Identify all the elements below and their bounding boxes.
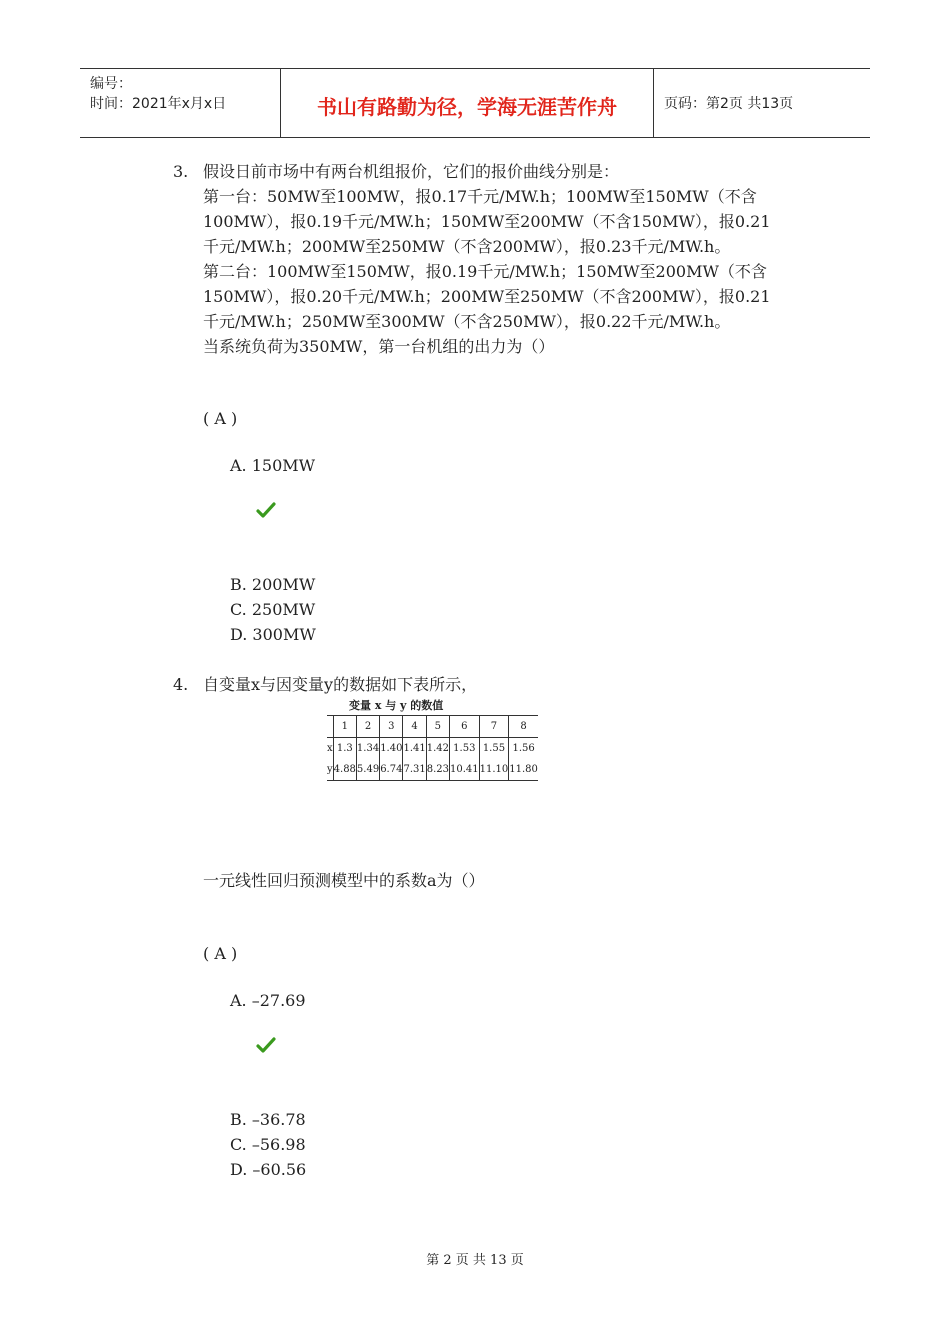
table-cell: 1.3 <box>333 738 356 760</box>
q3-option-d[interactable]: D. 300MW <box>230 625 316 644</box>
header-motto-cell <box>281 69 654 137</box>
q3-number: 3. <box>173 162 189 181</box>
q4-question: 一元线性回归预测模型中的系数a为（） <box>203 871 485 890</box>
table-cell: 1 <box>333 716 356 738</box>
table-cell: 11.80 <box>509 759 538 781</box>
table-cell: 3 <box>380 716 403 738</box>
table-cell: 5.49 <box>356 759 379 781</box>
table-cell: 11.10 <box>479 759 509 781</box>
q3-line: 当系统负荷为350MW，第一台机组的出力为（） <box>203 337 555 356</box>
xy-table <box>327 715 538 781</box>
table-cell: y <box>327 759 333 781</box>
page-header <box>80 68 870 138</box>
table-cell: 7.31 <box>403 759 426 781</box>
table-cell: 10.41 <box>449 759 479 781</box>
number-label: 编号： <box>90 76 132 92</box>
checkmark-icon <box>256 500 276 520</box>
q3-line: 千元/MW.h；250MW至300MW（不含250MW），报0.22千元/MW.h。 <box>203 312 731 331</box>
page-info: 页码：第2页 共13页 <box>664 96 794 112</box>
q4-option-b[interactable]: B. –36.78 <box>230 1110 306 1129</box>
q3-line: 假设日前市场中有两台机组报价，它们的报价曲线分别是： <box>203 162 620 181</box>
q4-option-d[interactable]: D. –60.56 <box>230 1160 307 1179</box>
q3-answer: ( A ) <box>203 409 238 428</box>
table-cell: 1.56 <box>509 738 538 760</box>
table-cell: 1.42 <box>426 738 449 760</box>
header-page-cell <box>654 69 870 137</box>
q3-line: 第一台：50MW至100MW，报0.17千元/MW.h；100MW至150MW（不含 <box>203 187 757 206</box>
table-caption: 变量 x 与 y 的数值 <box>349 699 444 712</box>
table-cell: 2 <box>356 716 379 738</box>
table-cell: 1.53 <box>449 738 479 760</box>
table-cell: 5 <box>426 716 449 738</box>
q4-answer: ( A ) <box>203 944 238 963</box>
table-cell: 7 <box>479 716 509 738</box>
q4-option-c[interactable]: C. –56.98 <box>230 1135 306 1154</box>
q4-option-a[interactable]: A. –27.69 <box>230 991 306 1010</box>
q3-line: 100MW），报0.19千元/MW.h；150MW至200MW（不含150MW），报0.21 <box>203 212 771 231</box>
page-footer: 第 2 页 共 13 页 <box>426 1253 524 1268</box>
q3-line: 第二台：100MW至150MW，报0.19千元/MW.h；150MW至200MW（不含 <box>203 262 767 281</box>
table-cell: 4.88 <box>333 759 356 781</box>
q3-option-c[interactable]: C. 250MW <box>230 600 316 619</box>
checkmark-icon <box>256 1035 276 1055</box>
q3-line: 150MW），报0.20千元/MW.h；200MW至250MW（不含200MW），报0.21 <box>203 287 771 306</box>
table-cell: 1.55 <box>479 738 509 760</box>
q4-line: 自变量x与因变量y的数据如下表所示， <box>203 675 478 694</box>
table-cell: 1.41 <box>403 738 426 760</box>
table-cell: 1.40 <box>380 738 403 760</box>
q3-option-a[interactable]: A. 150MW <box>230 456 316 475</box>
table-cell: 1.34 <box>356 738 379 760</box>
table-header-row <box>327 716 538 738</box>
table-cell: 8.23 <box>426 759 449 781</box>
table-cell: 6.74 <box>380 759 403 781</box>
header-info-cell <box>80 69 281 137</box>
table-cell: x <box>327 743 333 754</box>
motto: 书山有路勤为径，学海无涯苦作舟 <box>317 95 617 119</box>
q3-line: 千元/MW.h；200MW至250MW（不含200MW），报0.23千元/MW.h。 <box>203 237 731 256</box>
table-cell: 8 <box>509 716 538 738</box>
table-row-x <box>327 738 538 760</box>
table-cell: 6 <box>449 716 479 738</box>
time-label: 时间：2021年x月x日 <box>90 96 227 112</box>
table-row-y <box>327 759 538 781</box>
table-cell: 4 <box>403 716 426 738</box>
q4-number: 4. <box>173 675 189 694</box>
q3-option-b[interactable]: B. 200MW <box>230 575 316 594</box>
